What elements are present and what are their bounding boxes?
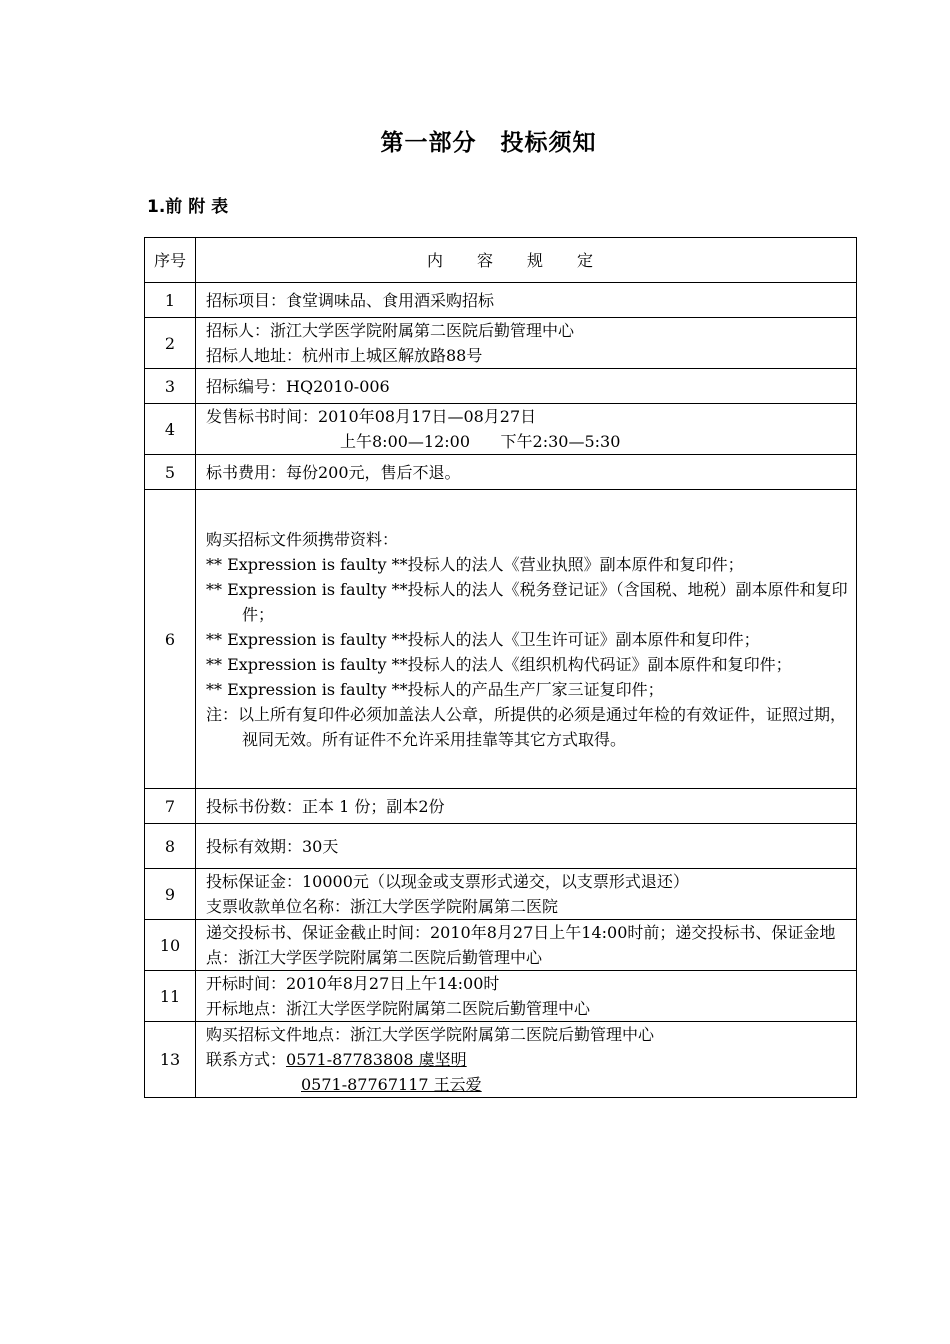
content-line: 开标时间：2010年8月27日上午14:00时 bbox=[206, 974, 500, 993]
table-row bbox=[145, 404, 857, 455]
row-number: 13 bbox=[145, 1022, 196, 1098]
row-number: 6 bbox=[145, 490, 196, 789]
content-line: 购买招标文件地点：浙江大学医学院附属第二医院后勤管理中心 bbox=[206, 1025, 655, 1044]
table-row bbox=[145, 318, 857, 369]
table-row bbox=[145, 789, 857, 824]
row-number: 3 bbox=[145, 369, 196, 404]
table-row bbox=[145, 369, 857, 404]
row-content bbox=[196, 1022, 857, 1098]
content-line: ** Expression is faulty **投标人的法人《税务登记证》（含国税、地税）副本原件和复印件； bbox=[206, 579, 848, 624]
row-content bbox=[196, 824, 857, 869]
table-row bbox=[145, 1022, 857, 1098]
content-line: 支票收款单位名称：浙江大学医学院附属第二医院 bbox=[206, 897, 559, 916]
table-header-row bbox=[145, 238, 857, 283]
table-row bbox=[145, 869, 857, 920]
content-line: 开标地点：浙江大学医学院附属第二医院后勤管理中心 bbox=[206, 999, 591, 1018]
row-number: 4 bbox=[145, 404, 196, 455]
page-title: 第一部分 投标须知 bbox=[380, 130, 597, 156]
bid-specification-table bbox=[144, 237, 857, 1098]
content-line: 招标编号：HQ2010-006 bbox=[206, 376, 390, 396]
table-row bbox=[145, 824, 857, 869]
table-row bbox=[145, 283, 857, 318]
content-line: 购买招标文件须携带资料： bbox=[206, 529, 399, 549]
content-line: ** Expression is faulty **投标人的产品生产厂家三证复印件； bbox=[206, 679, 664, 699]
row-content bbox=[196, 869, 857, 920]
content-line: 投标书份数：正本 1 份；副本2份 bbox=[206, 796, 445, 816]
content-line: 招标人地址：杭州市上城区解放路88号 bbox=[206, 346, 483, 365]
content-line: ** Expression is faulty **投标人的法人《卫生许可证》副本原件和复印件； bbox=[206, 629, 760, 649]
contact-phone-2: 0571-87767117 王云爱 bbox=[301, 1075, 482, 1094]
row-content bbox=[196, 404, 857, 455]
content-line bbox=[206, 1072, 848, 1097]
row-number: 5 bbox=[145, 455, 196, 490]
row-content bbox=[196, 490, 857, 789]
content-line: 招标人：浙江大学医学院附属第二医院后勤管理中心 bbox=[206, 321, 575, 340]
table-row bbox=[145, 920, 857, 971]
content-line: 递交投标书、保证金截止时间：2010年8月27日上午14:00时前；递交投标书、保证金地点：浙江大学医学院附属第二医院后勤管理中心 bbox=[206, 923, 836, 967]
table-row bbox=[145, 455, 857, 490]
table-row bbox=[145, 971, 857, 1022]
content-line: ** Expression is faulty **投标人的法人《营业执照》副本原件和复印件； bbox=[206, 554, 744, 574]
content-line: 投标有效期：30天 bbox=[206, 836, 339, 856]
table-row bbox=[145, 490, 857, 789]
row-content bbox=[196, 283, 857, 318]
row-number: 7 bbox=[145, 789, 196, 824]
content-line bbox=[206, 1047, 848, 1072]
row-number: 9 bbox=[145, 869, 196, 920]
row-content bbox=[196, 971, 857, 1022]
contact-phone-1: 0571-87783808 虞坚明 bbox=[286, 1050, 467, 1069]
row-number: 1 bbox=[145, 283, 196, 318]
row-content bbox=[196, 789, 857, 824]
content-line: 标书费用：每份200元，售后不退。 bbox=[206, 462, 461, 482]
row-content bbox=[196, 318, 857, 369]
content-line: 招标项目：食堂调味品、食用酒采购招标 bbox=[206, 290, 495, 310]
row-number: 8 bbox=[145, 824, 196, 869]
content-line: 注：以上所有复印件必须加盖法人公章，所提供的必须是通过年检的有效证件，证照过期，视同无效。所有证件不允许采用挂靠等其它方式取得。 bbox=[206, 704, 847, 749]
contact-label: 联系方式： bbox=[206, 1050, 287, 1069]
row-number: 11 bbox=[145, 971, 196, 1022]
header-serial-number: 序号 bbox=[145, 238, 196, 283]
content-line: 投标保证金：10000元（以现金或支票形式递交，以支票形式退还） bbox=[206, 872, 689, 891]
section-heading: 1.前 附 表 bbox=[147, 197, 229, 217]
content-line: 上午8:00—12:00 下午2:30—5:30 bbox=[340, 432, 621, 451]
row-number: 10 bbox=[145, 920, 196, 971]
row-content bbox=[196, 920, 857, 971]
content-line: ** Expression is faulty **投标人的法人《组织机构代码证》副本原件和复印件； bbox=[206, 654, 792, 674]
row-number: 2 bbox=[145, 318, 196, 369]
header-content-rules: 内容规定 bbox=[196, 238, 857, 283]
row-content bbox=[196, 369, 857, 404]
row-content bbox=[196, 455, 857, 490]
content-line: 发售标书时间：2010年08月17日—08月27日 bbox=[206, 407, 537, 426]
